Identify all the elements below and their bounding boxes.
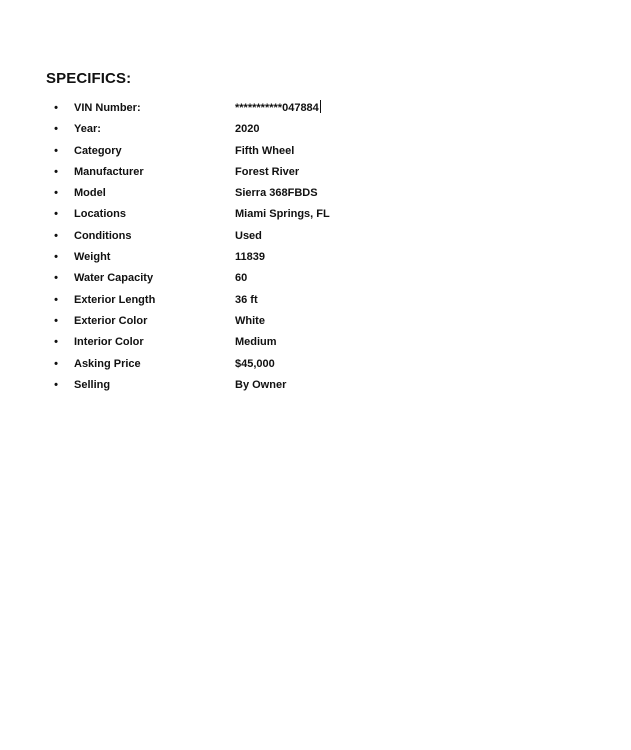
bullet-icon: • <box>54 336 58 349</box>
page-title: SPECIFICS: <box>46 70 132 87</box>
spec-row-year <box>0 119 631 140</box>
spec-label: Exterior Color <box>74 314 148 327</box>
bullet-icon: • <box>54 144 58 157</box>
spec-label: Model <box>74 187 106 200</box>
spec-value: White <box>235 314 265 327</box>
spec-value-vin[interactable] <box>235 98 321 119</box>
spec-value: Forest River <box>235 165 300 178</box>
spec-value: 60 <box>235 272 248 285</box>
bullet-icon: • <box>54 165 58 178</box>
spec-value: Fifth Wheel <box>235 144 295 157</box>
spec-row-manufacturer <box>0 162 631 183</box>
spec-value: 36 ft <box>235 293 258 306</box>
spec-value: Medium <box>235 336 277 349</box>
spec-row-weight <box>0 247 631 268</box>
bullet-icon: • <box>54 357 58 370</box>
spec-row-exterior-length <box>0 290 631 311</box>
spec-label: Asking Price <box>74 357 141 370</box>
spec-row-category <box>0 141 631 162</box>
bullet-icon: • <box>54 187 58 200</box>
spec-value-text: ***********047884 <box>235 102 319 114</box>
spec-row-interior-color <box>0 332 631 353</box>
spec-value: $45,000 <box>235 357 275 370</box>
spec-value: Used <box>235 229 262 242</box>
spec-row-vin <box>0 98 631 119</box>
spec-row-selling <box>0 375 631 396</box>
spec-value: Miami Springs, FL <box>235 208 330 221</box>
spec-value: Sierra 368FBDS <box>235 187 318 200</box>
bullet-icon: • <box>54 251 58 264</box>
spec-value: By Owner <box>235 378 287 391</box>
bullet-icon: • <box>54 378 58 391</box>
spec-label: Selling <box>74 378 111 391</box>
text-cursor <box>320 100 321 113</box>
bullet-icon: • <box>54 293 58 306</box>
spec-label: Locations <box>74 208 126 221</box>
spec-row-conditions <box>0 226 631 247</box>
spec-row-exterior-color <box>0 311 631 332</box>
specs-list <box>0 98 631 396</box>
spec-label: Interior Color <box>74 336 144 349</box>
spec-label: Category <box>74 144 122 157</box>
spec-row-water-capacity <box>0 268 631 289</box>
spec-value: 11839 <box>235 251 265 264</box>
spec-row-model <box>0 183 631 204</box>
spec-label: Manufacturer <box>74 165 144 178</box>
bullet-icon: • <box>54 229 58 242</box>
bullet-icon: • <box>54 102 58 114</box>
bullet-icon: • <box>54 272 58 285</box>
spec-label: VIN Number: <box>74 102 141 114</box>
bullet-icon: • <box>54 208 58 221</box>
bullet-icon: • <box>54 314 58 327</box>
spec-label: Exterior Length <box>74 293 156 306</box>
bullet-icon: • <box>54 123 58 136</box>
spec-row-asking-price <box>0 354 631 375</box>
spec-label: Water Capacity <box>74 272 154 285</box>
spec-label: Weight <box>74 251 111 264</box>
spec-value: 2020 <box>235 123 260 136</box>
spec-label: Year: <box>74 123 101 136</box>
spec-row-locations <box>0 204 631 225</box>
spec-label: Conditions <box>74 229 132 242</box>
